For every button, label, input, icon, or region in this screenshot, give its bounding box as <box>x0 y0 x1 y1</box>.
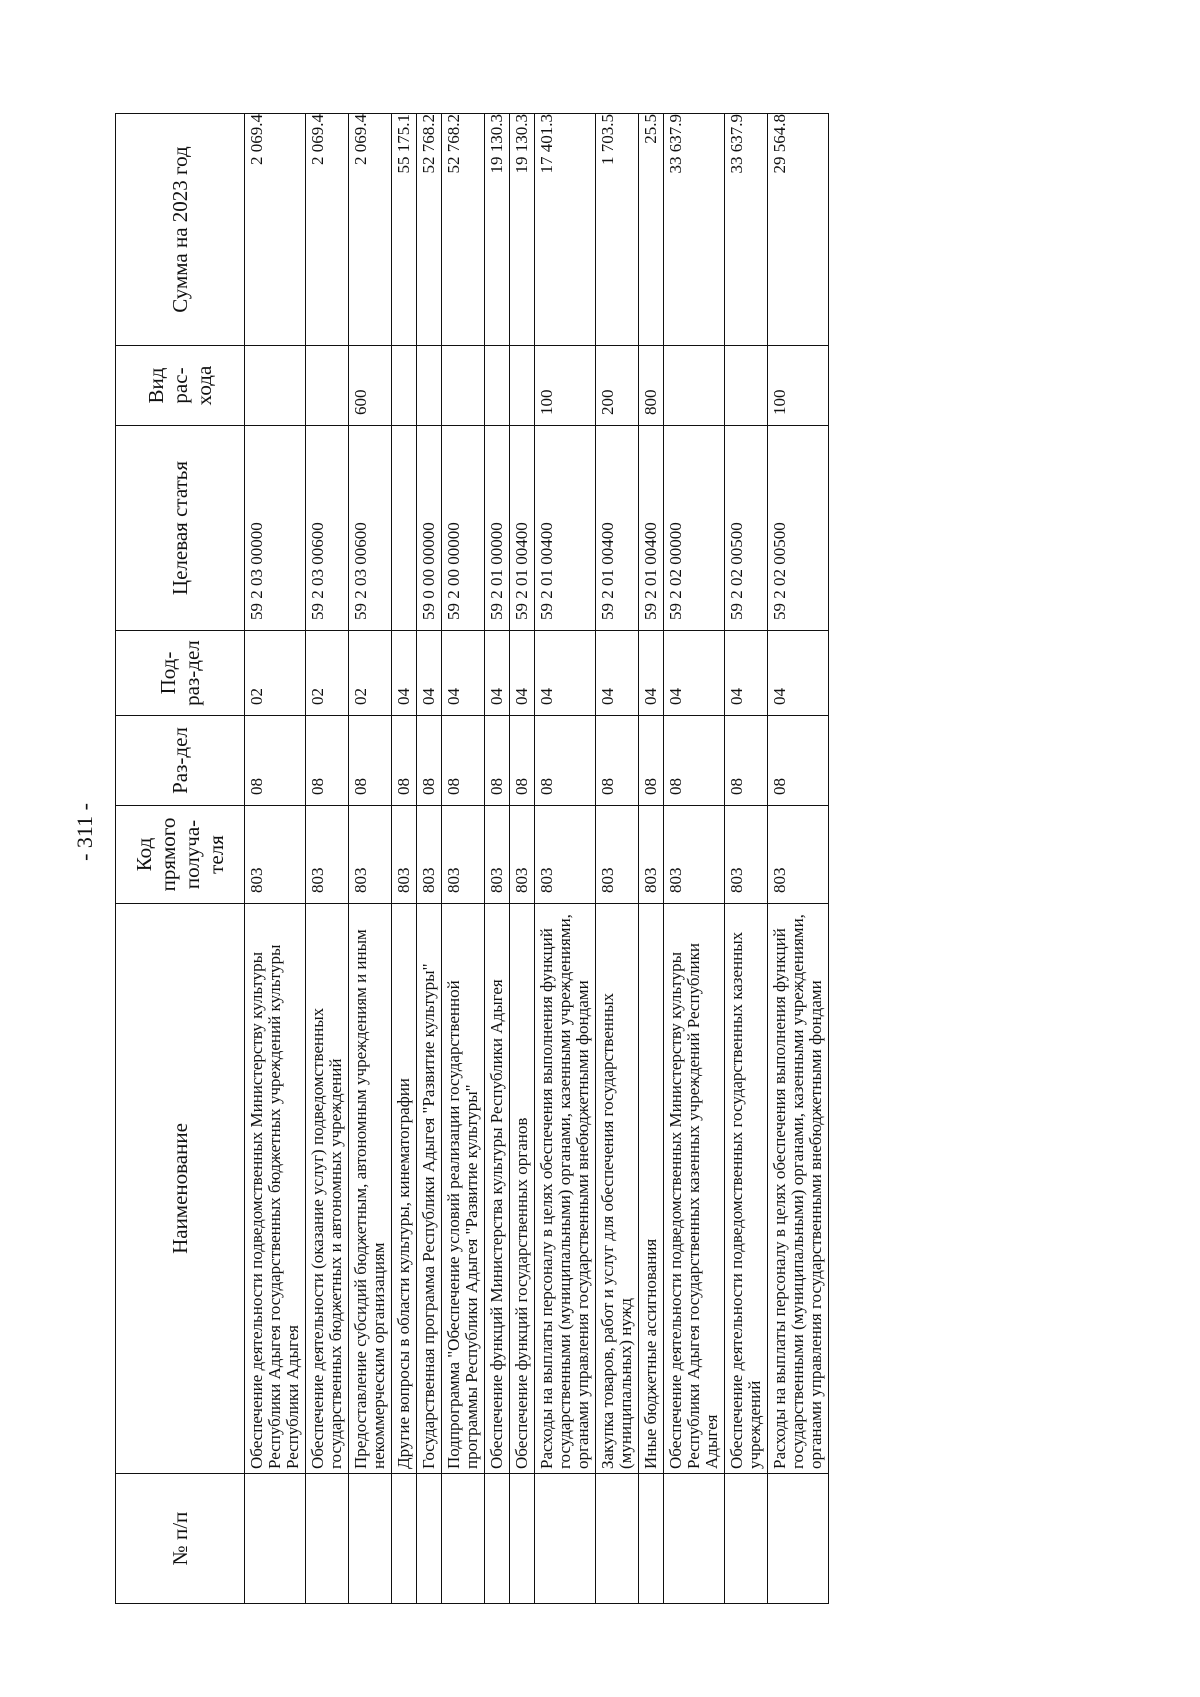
header-subsection: Под-раз-дел <box>116 631 245 716</box>
header-expense: Вид рас-хода <box>116 346 245 426</box>
header-amount: Сумма на 2023 год <box>116 114 245 346</box>
cell-subsection: 04 <box>392 631 417 716</box>
cell-name: Расходы на выплаты персоналу в целях обеспечения выполнения функций государственными (муниципальными) органами, казенными учреждениями, органами управления государственными внебюджетными фондами <box>535 904 596 1474</box>
rotated-table-container <box>115 114 1085 1604</box>
cell-expense: 800 <box>639 346 664 426</box>
cell-amount: 19 130.3 <box>485 114 510 346</box>
cell-expense <box>306 346 349 426</box>
table-row <box>639 114 664 1604</box>
cell-amount: 25.5 <box>639 114 664 346</box>
cell-expense: 100 <box>768 346 829 426</box>
cell-recipient: 803 <box>485 806 510 904</box>
cell-amount: 2 069.4 <box>245 114 306 346</box>
table-row <box>535 114 596 1604</box>
cell-section: 08 <box>596 716 639 806</box>
cell-amount: 33 637.9 <box>664 114 725 346</box>
cell-target: 59 2 01 00400 <box>510 426 535 631</box>
cell-name: Подпрограмма "Обеспечение условий реализации государственной программы Республики Адыгея "Развитие культуры" <box>442 904 485 1474</box>
cell-expense <box>664 346 725 426</box>
cell-recipient: 803 <box>596 806 639 904</box>
cell-expense <box>510 346 535 426</box>
cell-name: Обеспечение функций Министерства культуры Республики Адыгея <box>485 904 510 1474</box>
cell-recipient: 803 <box>639 806 664 904</box>
cell-name: Государственная программа Республики Адыгея "Развитие культуры" <box>417 904 442 1474</box>
cell-subsection: 04 <box>417 631 442 716</box>
cell-num <box>725 1474 768 1604</box>
table-row <box>510 114 535 1604</box>
cell-name: Обеспечение деятельности (оказание услуг) подведомственных государственных бюджетных и автономных учреждений <box>306 904 349 1474</box>
header-target: Целевая статья <box>116 426 245 631</box>
cell-num <box>349 1474 392 1604</box>
cell-subsection: 04 <box>639 631 664 716</box>
cell-name: Предоставление субсидий бюджетным, автономным учреждениям и иным некоммерческим организациям <box>349 904 392 1474</box>
table-header-row <box>116 114 245 1604</box>
cell-expense <box>485 346 510 426</box>
cell-num <box>485 1474 510 1604</box>
cell-amount: 1 703.5 <box>596 114 639 346</box>
cell-name: Обеспечение деятельности подведомственных государственных казенных учреждений <box>725 904 768 1474</box>
cell-section: 08 <box>349 716 392 806</box>
budget-table <box>115 113 829 1604</box>
cell-target: 59 2 02 00500 <box>725 426 768 631</box>
cell-section: 08 <box>245 716 306 806</box>
cell-section: 08 <box>442 716 485 806</box>
table-row <box>417 114 442 1604</box>
cell-target: 59 2 03 00600 <box>306 426 349 631</box>
cell-expense <box>442 346 485 426</box>
table-row <box>768 114 829 1604</box>
cell-subsection: 04 <box>442 631 485 716</box>
cell-target: 59 2 02 00000 <box>664 426 725 631</box>
cell-section: 08 <box>485 716 510 806</box>
cell-expense <box>245 346 306 426</box>
header-num: № п/п <box>116 1474 245 1604</box>
cell-num <box>442 1474 485 1604</box>
cell-recipient: 803 <box>306 806 349 904</box>
cell-amount: 52 768.2 <box>442 114 485 346</box>
cell-section: 08 <box>392 716 417 806</box>
cell-section: 08 <box>306 716 349 806</box>
cell-subsection: 02 <box>349 631 392 716</box>
table-row <box>442 114 485 1604</box>
cell-expense: 100 <box>535 346 596 426</box>
cell-num <box>245 1474 306 1604</box>
table-row <box>349 114 392 1604</box>
cell-recipient: 803 <box>417 806 442 904</box>
header-section: Раз-дел <box>116 716 245 806</box>
cell-name: Обеспечение функций государственных органов <box>510 904 535 1474</box>
table-row <box>485 114 510 1604</box>
cell-amount: 55 175.1 <box>392 114 417 346</box>
cell-recipient: 803 <box>442 806 485 904</box>
cell-section: 08 <box>768 716 829 806</box>
table-row <box>306 114 349 1604</box>
cell-target: 59 2 01 00400 <box>535 426 596 631</box>
cell-name: Закупка товаров, работ и услуг для обеспечения государственных (муниципальных) нужд <box>596 904 639 1474</box>
cell-subsection: 02 <box>306 631 349 716</box>
cell-num <box>535 1474 596 1604</box>
cell-name: Расходы на выплаты персоналу в целях обеспечения выполнения функций государственными (муниципальными) органами, казенными учреждениями, органами управления государственными внебюджетными фондами <box>768 904 829 1474</box>
cell-name: Иные бюджетные ассигнования <box>639 904 664 1474</box>
cell-num <box>306 1474 349 1604</box>
cell-recipient: 803 <box>510 806 535 904</box>
cell-target: 59 2 03 00600 <box>349 426 392 631</box>
cell-subsection: 04 <box>535 631 596 716</box>
cell-num <box>510 1474 535 1604</box>
cell-expense: 200 <box>596 346 639 426</box>
cell-section: 08 <box>639 716 664 806</box>
cell-subsection: 04 <box>664 631 725 716</box>
cell-num <box>392 1474 417 1604</box>
cell-section: 08 <box>417 716 442 806</box>
cell-recipient: 803 <box>768 806 829 904</box>
cell-amount: 33 637.9 <box>725 114 768 346</box>
cell-num <box>768 1474 829 1604</box>
cell-target: 59 2 01 00400 <box>596 426 639 631</box>
cell-num <box>664 1474 725 1604</box>
cell-amount: 2 069.4 <box>306 114 349 346</box>
cell-subsection: 04 <box>768 631 829 716</box>
cell-target: 59 2 00 00000 <box>442 426 485 631</box>
cell-num <box>417 1474 442 1604</box>
page-number: - 311 - <box>72 803 97 861</box>
cell-name: Обеспечение деятельности подведомственных Министерству культуры Республики Адыгея государственных бюджетных учреждений культуры Республики Адыгея <box>245 904 306 1474</box>
cell-recipient: 803 <box>535 806 596 904</box>
cell-target: 59 2 01 00000 <box>485 426 510 631</box>
cell-amount: 2 069.4 <box>349 114 392 346</box>
cell-name: Обеспечение деятельности подведомственных Министерству культуры Республики Адыгея государственных казенных учреждений Республики Адыгея <box>664 904 725 1474</box>
cell-target: 59 2 02 00500 <box>768 426 829 631</box>
table-row <box>664 114 725 1604</box>
cell-recipient: 803 <box>349 806 392 904</box>
cell-recipient: 803 <box>725 806 768 904</box>
cell-subsection: 04 <box>725 631 768 716</box>
cell-target: 59 2 01 00400 <box>639 426 664 631</box>
cell-subsection: 04 <box>596 631 639 716</box>
cell-subsection: 04 <box>485 631 510 716</box>
header-name: Наименование <box>116 904 245 1474</box>
table-row <box>596 114 639 1604</box>
header-recipient: Код прямого получа-теля <box>116 806 245 904</box>
cell-section: 08 <box>725 716 768 806</box>
cell-subsection: 02 <box>245 631 306 716</box>
cell-target: 59 0 00 00000 <box>417 426 442 631</box>
cell-target <box>392 426 417 631</box>
cell-expense <box>417 346 442 426</box>
table-row <box>245 114 306 1604</box>
cell-recipient: 803 <box>245 806 306 904</box>
cell-section: 08 <box>535 716 596 806</box>
cell-expense <box>392 346 417 426</box>
table-row <box>725 114 768 1604</box>
cell-section: 08 <box>664 716 725 806</box>
cell-recipient: 803 <box>664 806 725 904</box>
cell-num <box>639 1474 664 1604</box>
cell-recipient: 803 <box>392 806 417 904</box>
cell-amount: 17 401.3 <box>535 114 596 346</box>
cell-subsection: 04 <box>510 631 535 716</box>
cell-amount: 19 130.3 <box>510 114 535 346</box>
cell-amount: 29 564.8 <box>768 114 829 346</box>
cell-amount: 52 768.2 <box>417 114 442 346</box>
table-row <box>392 114 417 1604</box>
cell-name: Другие вопросы в области культуры, кинематографии <box>392 904 417 1474</box>
cell-section: 08 <box>510 716 535 806</box>
cell-expense <box>725 346 768 426</box>
cell-expense: 600 <box>349 346 392 426</box>
cell-num <box>596 1474 639 1604</box>
cell-target: 59 2 03 00000 <box>245 426 306 631</box>
